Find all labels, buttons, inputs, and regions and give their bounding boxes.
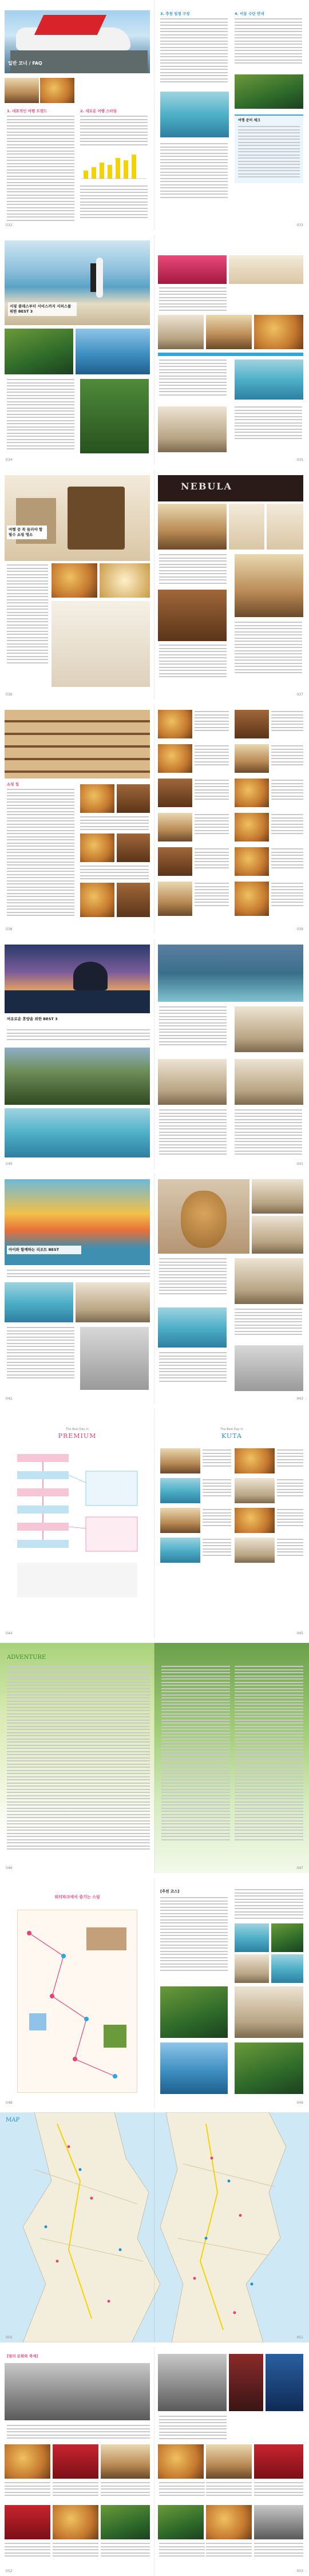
spread-3-title: 여행 중 꼭 들러야 할 필수 쇼핑 명소 xyxy=(9,527,43,537)
body-text xyxy=(271,883,303,908)
spread-3-left xyxy=(0,469,154,700)
page-number: 036 xyxy=(6,693,13,697)
page-number: 037 xyxy=(296,693,303,697)
photo xyxy=(271,1954,303,1983)
page-number: 050 xyxy=(6,2336,13,2340)
photo xyxy=(235,779,269,807)
spread-8-right xyxy=(154,1643,309,1873)
photo xyxy=(5,2505,50,2539)
page-number: 048 xyxy=(6,2101,13,2105)
body-text xyxy=(161,1666,230,1842)
photo xyxy=(235,554,303,617)
photo xyxy=(252,1216,303,1254)
body-text xyxy=(195,848,229,871)
spread-2-left xyxy=(0,235,154,465)
spread-11 xyxy=(0,2347,309,2576)
body-text xyxy=(235,1109,302,1157)
photo xyxy=(266,2354,303,2411)
spread-10 xyxy=(0,2112,309,2342)
photo xyxy=(53,2444,98,2479)
body-text xyxy=(159,1006,227,1048)
page-number: 041 xyxy=(296,1162,303,1166)
section-head: 4. 이동 수단 안내 xyxy=(235,11,264,16)
right-title: KUTA xyxy=(221,1432,242,1440)
spread-5-right xyxy=(154,939,309,1169)
photo xyxy=(206,2505,252,2539)
photo xyxy=(80,784,114,813)
body-text xyxy=(277,1539,303,1558)
spread-4-left xyxy=(0,704,154,934)
page-number: 047 xyxy=(296,1866,303,1870)
body-text xyxy=(203,1479,231,1498)
photo xyxy=(158,2354,227,2411)
spread-8-title: ADVENTURE xyxy=(7,1654,46,1661)
body-text xyxy=(7,1270,150,1279)
aerial-resort-photo xyxy=(5,1048,150,1105)
spread-11-right xyxy=(154,2347,309,2576)
photo xyxy=(254,315,303,349)
spread-4-right xyxy=(154,704,309,934)
page-number: 043 xyxy=(296,1397,303,1401)
photo xyxy=(229,255,303,284)
body-text xyxy=(195,883,229,908)
divider xyxy=(158,353,303,356)
body-text xyxy=(80,185,148,220)
body-text xyxy=(7,116,74,223)
body-text xyxy=(203,1449,231,1468)
historic-photo xyxy=(5,2363,150,2420)
spread-8 xyxy=(0,1643,309,1873)
body-text xyxy=(159,645,227,679)
body-text xyxy=(235,406,302,441)
page-number: 042 xyxy=(6,1397,13,1401)
spread-4 xyxy=(0,704,309,934)
box-title: 여행 준비 체크 xyxy=(238,118,260,123)
body-text xyxy=(7,789,74,918)
photo xyxy=(235,1986,303,2038)
body-text xyxy=(271,711,303,733)
body-text xyxy=(80,866,149,882)
shop-interior-photo xyxy=(5,475,150,561)
photo xyxy=(158,315,204,349)
photo xyxy=(235,74,303,109)
photo xyxy=(5,1108,150,1157)
section-head: 쇼핑 팁 xyxy=(7,782,19,787)
body-text xyxy=(159,554,227,586)
title-card xyxy=(7,526,47,539)
page-number: 044 xyxy=(6,1631,13,1635)
body-text xyxy=(195,711,229,733)
body-text xyxy=(271,814,303,836)
spread-9-left xyxy=(0,1878,154,2108)
photo xyxy=(235,1448,275,1473)
spread-7 xyxy=(0,1408,309,1638)
photo xyxy=(235,1059,303,1105)
villa-pool-photo xyxy=(158,945,303,1002)
spread-3 xyxy=(0,469,309,700)
body-text xyxy=(159,1352,227,1384)
page-number: 053 xyxy=(296,2569,303,2573)
photo xyxy=(5,329,73,374)
body-text xyxy=(235,1666,303,1842)
body-text xyxy=(53,2482,98,2498)
body-text xyxy=(235,1309,302,1337)
title-card xyxy=(8,302,77,316)
photo xyxy=(100,563,150,598)
body-text xyxy=(159,1109,227,1157)
photo xyxy=(229,2354,263,2411)
page-number: 032 xyxy=(6,223,13,227)
body-text xyxy=(7,564,48,665)
body-text xyxy=(80,116,148,147)
right-head: [추천 코스] xyxy=(160,1889,180,1894)
spread-9-right xyxy=(154,1878,309,2108)
photo xyxy=(76,329,150,374)
photo xyxy=(160,1478,200,1503)
photo xyxy=(158,504,227,550)
photo xyxy=(235,813,269,841)
spread-7-right xyxy=(154,1408,309,1638)
spread-6-title: 아이와 함께하는 리조트 BEST xyxy=(9,1247,60,1252)
photo xyxy=(158,882,192,916)
spread-11-title: [발리 문화와 축제] xyxy=(7,2354,38,2358)
photo xyxy=(117,883,150,917)
body-text xyxy=(206,2543,252,2559)
body-text xyxy=(7,2425,150,2441)
spread-1-title: 일반 코너 / FAQ xyxy=(8,61,42,66)
body-text xyxy=(80,816,149,832)
body-text xyxy=(254,2482,303,2498)
spread-7-title: PREMIUM xyxy=(58,1432,97,1440)
photo xyxy=(117,784,150,813)
body-text xyxy=(160,1897,228,1973)
bar-graphic xyxy=(80,150,148,182)
body-text xyxy=(7,1666,150,1852)
body-text xyxy=(159,2543,205,2559)
route-map xyxy=(18,1910,138,2093)
spread-9 xyxy=(0,1878,309,2108)
body-text xyxy=(7,1029,150,1042)
photo xyxy=(235,359,303,400)
photo xyxy=(235,744,269,773)
spread-6-right xyxy=(154,1174,309,1404)
photo xyxy=(158,813,192,841)
photo xyxy=(40,78,74,103)
photo xyxy=(158,2505,204,2539)
body-text xyxy=(160,18,228,85)
spread-2-right xyxy=(154,235,309,465)
body-text xyxy=(159,2482,205,2498)
body-text xyxy=(203,1539,231,1558)
body-text xyxy=(277,1479,303,1498)
photo xyxy=(235,1006,303,1052)
photo xyxy=(158,590,227,641)
photo xyxy=(158,2444,204,2479)
photo xyxy=(235,1478,275,1503)
spread-2 xyxy=(0,235,309,465)
body-text xyxy=(5,2482,50,2498)
body-text xyxy=(271,745,303,768)
body-text xyxy=(195,780,229,802)
photo xyxy=(80,833,114,862)
spread-1-right xyxy=(154,0,309,230)
check-box xyxy=(235,114,303,183)
sunset-lagoon-photo xyxy=(5,945,150,1013)
photo xyxy=(80,1327,149,1390)
photo xyxy=(158,779,192,807)
body-text xyxy=(271,780,303,802)
spread-5-left xyxy=(0,939,154,1169)
body-text xyxy=(277,1449,303,1468)
body-text xyxy=(160,143,228,200)
body-text xyxy=(235,18,302,66)
photo xyxy=(267,504,303,550)
photo xyxy=(52,601,150,687)
photo xyxy=(80,379,149,453)
spread-7-left xyxy=(0,1408,154,1638)
photo xyxy=(235,882,269,916)
photo xyxy=(235,1954,269,1983)
nebula-sign-photo xyxy=(158,475,303,501)
section-head: 2. 새로운 여행 스타일 xyxy=(80,109,117,113)
route-map-box xyxy=(17,1910,137,2093)
subtitle: The Best Day in xyxy=(220,1428,243,1431)
photo xyxy=(158,406,227,452)
page-number: 034 xyxy=(6,458,13,462)
photo xyxy=(235,1258,303,1304)
page-number: 033 xyxy=(296,223,303,227)
page-number: 051 xyxy=(296,2336,303,2340)
spread-6 xyxy=(0,1174,309,1404)
photo xyxy=(160,1986,228,2038)
page-number: 035 xyxy=(296,458,303,462)
page-number: 039 xyxy=(296,927,303,931)
resort-pool-photo xyxy=(160,92,229,137)
photo xyxy=(158,847,192,876)
spread-6-left xyxy=(0,1174,154,1404)
body-text xyxy=(159,2416,227,2441)
photo xyxy=(235,1538,275,1563)
body-text xyxy=(53,2543,98,2559)
photo xyxy=(101,2444,150,2479)
photo xyxy=(252,1179,303,1214)
body-text xyxy=(254,2543,303,2559)
body-text xyxy=(203,1509,231,1528)
photo xyxy=(206,315,252,349)
photo xyxy=(254,2505,303,2539)
spread-3-right xyxy=(154,469,309,700)
spread-5 xyxy=(0,939,309,1169)
photo xyxy=(158,710,192,738)
body-text xyxy=(159,287,227,313)
photo xyxy=(254,2444,303,2479)
spread-5-title: 여유로운 휴양을 위한 BEST 3 xyxy=(7,1017,58,1021)
body-text xyxy=(195,814,229,836)
body-text xyxy=(159,1258,227,1296)
photo xyxy=(5,2444,50,2479)
body-text xyxy=(235,622,302,675)
section-head: 3. 추천 일정 구성 xyxy=(160,11,190,16)
spread-2-title: 서핑 클래스부터 서비스까지 서퍼스를 위한 BEST 3 xyxy=(10,304,72,314)
sign-text: NEBULA xyxy=(181,481,232,492)
body-text xyxy=(7,379,74,452)
photo xyxy=(235,1923,269,1952)
photo xyxy=(160,1538,200,1563)
photo xyxy=(52,563,97,598)
photo xyxy=(235,710,269,738)
photo xyxy=(101,2505,150,2539)
body-text xyxy=(159,359,227,397)
photo xyxy=(117,833,150,862)
store-shelves-photo xyxy=(5,710,150,779)
page-number: 052 xyxy=(6,2569,13,2573)
body-text xyxy=(101,2482,150,2498)
photo xyxy=(158,744,192,773)
page-number: 046 xyxy=(6,1866,13,1870)
page-number: 045 xyxy=(296,1631,303,1635)
photo xyxy=(271,1923,303,1952)
body-text xyxy=(235,1889,303,1921)
spread-1 xyxy=(0,0,309,230)
photo xyxy=(160,1448,200,1473)
body-text xyxy=(195,745,229,768)
page-number: 049 xyxy=(296,2101,303,2105)
photo xyxy=(229,504,264,550)
photo xyxy=(158,1307,227,1348)
photo xyxy=(53,2505,98,2539)
photo xyxy=(158,255,227,284)
teddy-bear-photo xyxy=(158,1179,249,1254)
photo xyxy=(235,2042,303,2094)
photo xyxy=(206,2444,252,2479)
map-title: MAP xyxy=(6,2117,20,2123)
subtitle: The Best Day in xyxy=(66,1428,89,1431)
page-number: 040 xyxy=(6,1162,13,1166)
photo xyxy=(160,1508,200,1533)
page-number: 038 xyxy=(6,927,13,931)
photo xyxy=(235,1508,275,1533)
photo xyxy=(80,883,114,917)
body-text xyxy=(277,1509,303,1528)
spread-9-title: 워터파크에서 즐기는 스릴 xyxy=(54,1895,100,1899)
photo xyxy=(5,1282,73,1322)
photo xyxy=(235,1345,303,1391)
photo xyxy=(76,1282,150,1322)
photo xyxy=(160,2042,228,2094)
body-text xyxy=(206,2482,252,2498)
itinerary-flowchart xyxy=(11,1448,143,1620)
spread-8-left xyxy=(0,1643,154,1873)
photo xyxy=(158,1059,227,1105)
photo xyxy=(235,847,269,876)
body-text xyxy=(271,848,303,871)
body-text xyxy=(7,1327,74,1381)
title-card xyxy=(7,1246,81,1254)
spread-1-left xyxy=(0,0,154,230)
photo xyxy=(5,78,39,103)
spread-11-left xyxy=(0,2347,154,2576)
body-text xyxy=(101,2543,150,2559)
section-head: 1. 대표적인 여행 트렌드 xyxy=(7,109,47,113)
body-text xyxy=(5,2543,50,2559)
